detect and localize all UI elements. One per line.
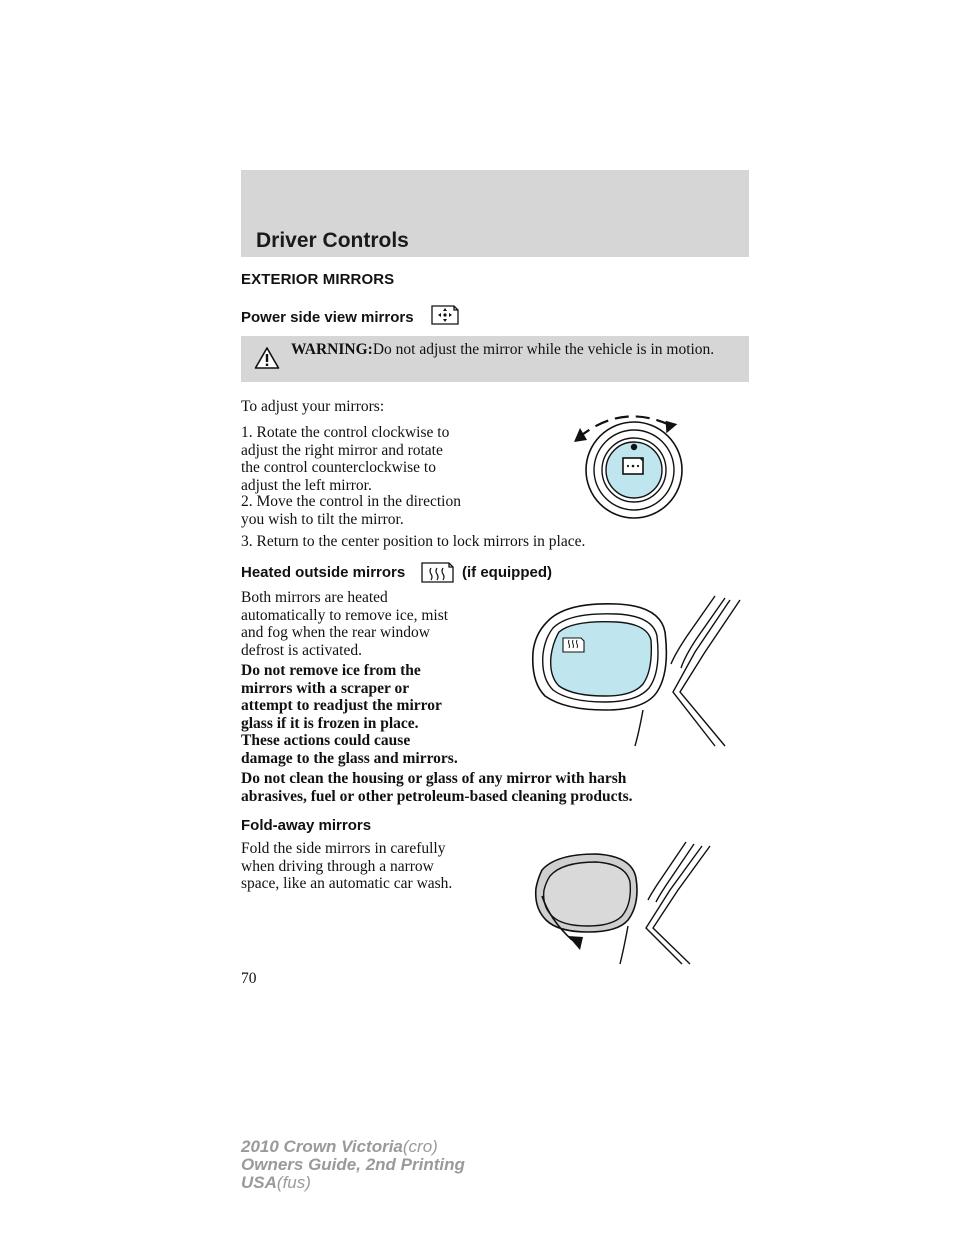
step-2-line: 2. Move the control in the direction bbox=[241, 493, 461, 510]
heated-line: automatically to remove ice, mist bbox=[241, 606, 449, 624]
mirror-control-illustration bbox=[560, 398, 710, 528]
step-1-line: the control counterclockwise to bbox=[241, 459, 436, 476]
heated-description bbox=[241, 589, 448, 659]
fold-away-mirror-illustration bbox=[528, 840, 728, 970]
heated-line: and fog when the rear window bbox=[241, 624, 430, 641]
cleaning-line: abrasives, fuel or other petroleum-based cleaning products. bbox=[241, 787, 633, 805]
caution-line: attempt to readjust the mirror bbox=[241, 697, 442, 714]
footer-line-3 bbox=[241, 1174, 465, 1192]
instructions-intro: To adjust your mirrors: bbox=[241, 398, 385, 415]
heated-mirror-illustration bbox=[525, 592, 755, 752]
fold-line: Fold the side mirrors in carefully bbox=[241, 840, 446, 857]
footer-model-code: (cro) bbox=[402, 1137, 438, 1156]
heading-heated-mirrors: Heated outside mirrors bbox=[241, 564, 406, 581]
step-3: 3. Return to the center position to lock mirrors in place. bbox=[241, 533, 586, 550]
heated-mirror-icon bbox=[420, 562, 456, 584]
footer-line-1 bbox=[241, 1138, 465, 1156]
footer-market: USA bbox=[241, 1173, 277, 1192]
caution-line: mirrors with a scraper or bbox=[241, 679, 410, 697]
section-title: Driver Controls bbox=[256, 229, 409, 252]
caution-line: These actions could cause bbox=[241, 732, 411, 749]
warning-triangle-icon bbox=[254, 346, 280, 370]
heading-heated-suffix: (if equipped) bbox=[462, 564, 552, 581]
heated-line: Both mirrors are heated bbox=[241, 589, 388, 606]
step-1-line: adjust the left mirror. bbox=[241, 476, 372, 494]
fold-line: space, like an automatic car wash. bbox=[241, 875, 453, 892]
heated-caution bbox=[241, 662, 458, 767]
fold-line: when driving through a narrow bbox=[241, 857, 434, 875]
footer-market-code: (fus) bbox=[276, 1173, 311, 1192]
heated-line: defrost is activated. bbox=[241, 641, 362, 659]
heading-power-mirrors bbox=[241, 309, 414, 326]
caution-line: glass if it is frozen in place. bbox=[241, 714, 419, 732]
warning-label: WARNING: bbox=[291, 341, 373, 358]
cleaning-caution bbox=[241, 770, 633, 805]
warning-text bbox=[291, 341, 731, 359]
footer-model: 2010 Crown Victoria bbox=[241, 1137, 403, 1156]
footer-line-2: Owners Guide, 2nd Printing bbox=[241, 1155, 465, 1174]
caution-line: damage to the glass and mirrors. bbox=[241, 749, 458, 767]
heading-fold-away-mirrors: Fold-away mirrors bbox=[241, 817, 372, 834]
step-1-line: adjust the right mirror and rotate bbox=[241, 441, 443, 459]
caution-line: Do not remove ice from the bbox=[241, 662, 421, 679]
footer bbox=[241, 1138, 465, 1192]
page-number: 70 bbox=[241, 970, 257, 987]
heading-power-mirrors-text: Power side view mirrors bbox=[241, 309, 414, 326]
step-1 bbox=[241, 424, 449, 494]
warning-message: Do not adjust the mirror while the vehicle is in motion. bbox=[372, 341, 715, 358]
fold-description bbox=[241, 840, 452, 893]
cleaning-line: Do not clean the housing or glass of any mirror with harsh bbox=[241, 770, 627, 787]
heading-exterior-mirrors: EXTERIOR MIRRORS bbox=[241, 271, 395, 288]
mirror-control-icon bbox=[430, 305, 460, 327]
step-2-line: you wish to tilt the mirror. bbox=[241, 510, 404, 528]
step-2 bbox=[241, 493, 461, 528]
step-1-line: 1. Rotate the control clockwise to bbox=[241, 424, 450, 441]
